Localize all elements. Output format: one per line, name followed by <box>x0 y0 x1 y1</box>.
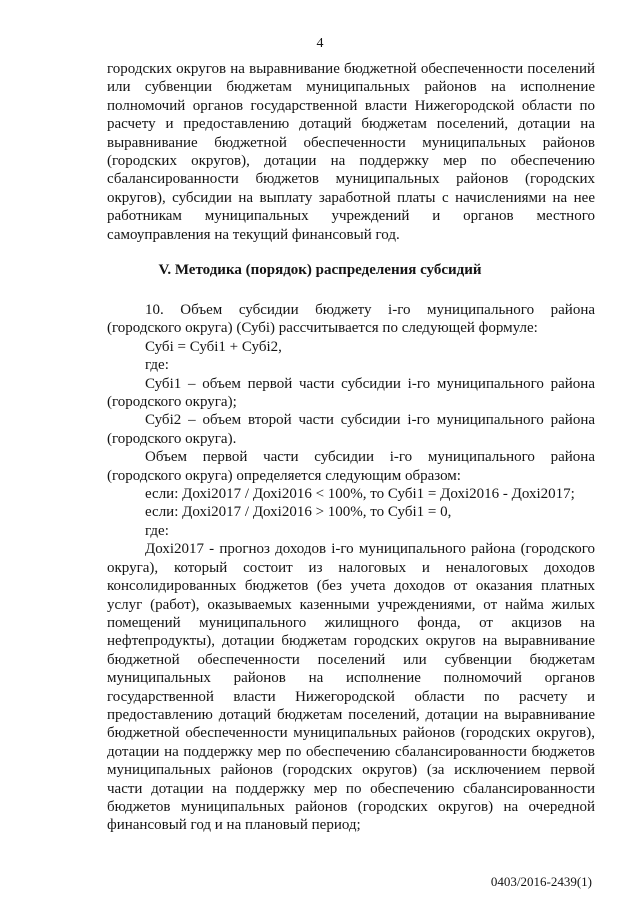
definition-dokh2017: Дохi2017 - прогноз доходов i-го муниципального района (городского округа), который состоит из налоговых и неналоговых доходов консолидированных бюджетов (без учета доходов от оказания платных услуг (работ), оказываемых казенными учреждениями, от найма жилых помещений муниципального жилищного фонда, от акцизов на нефтепродукты), дотации бюджетам городских округов на выравнивание бюджетной обеспеченности поселений или субвенции бюджетам муниципальных районов на исполнение полномочий органов государственной власти Нижегородской области по расчету и предоставлению дотаций бюджетам поселений, дотации на выравнивание бюджетной обеспеченности муниципальных районов (городских округов), дотации на поддержку мер по обеспечению сбалансированности бюджетов муниципальных районов (городских округов) (за исключением первой части дотации на поддержку мер по обеспечению сбалансированности бюджетов муниципальных районов (городских округов) на очередной финансовый год и на плановый период; <box>107 541 595 834</box>
page-number: 4 <box>316 36 324 51</box>
paragraph-10: 10. Объем субсидии бюджету i-го муниципального района (городского округа) (Субi) рассчитывается по следующей формуле: <box>107 302 595 337</box>
document-body-top <box>107 60 595 244</box>
definition-sub2: Субi2 – объем второй части субсидии i-го муниципального района (городского округа). <box>107 412 595 447</box>
section-heading: V. Методика (порядок) распределения субсидий <box>158 262 482 278</box>
formula-main: Субi = Субi1 + Субi2, <box>145 338 282 355</box>
condition-1: если: Дохi2017 / Дохi2016 < 100%, то Субi1 = Дохi2016 - Дохi2017; <box>145 486 575 503</box>
where-label-1: где: <box>145 357 169 374</box>
top-paragraph: городских округов на выравнивание бюджетной обеспеченности поселений или субвенции бюджетам муниципальных районов на исполнение полномочий органов государственной власти Нижегородской области по расчету и предоставлению дотаций бюджетам поселений, дотации на выравнивание бюджетной обеспеченности муниципальных районов (городских округов), дотации на поддержку мер по обеспечению сбалансированности бюджетов муниципальных районов (городских округов), субсидии на выплату заработной платы с начислениями на нее работникам муниципальных учреждений и органов местного самоуправления на текущий финансовый год. <box>107 61 595 243</box>
document-body-main <box>107 301 595 835</box>
definition-sub1: Субi1 – объем первой части субсидии i-го муниципального района (городского округа); <box>107 375 595 411</box>
document-code: 0403/2016-2439(1) <box>490 874 592 889</box>
where-label-2: где: <box>145 522 169 539</box>
first-part-intro: Объем первой части субсидии i-го муниципального района (городского округа) определяется следующим образом: <box>107 449 595 484</box>
condition-2: если: Дохi2017 / Дохi2016 > 100%, то Субi1 = 0, <box>145 504 452 521</box>
